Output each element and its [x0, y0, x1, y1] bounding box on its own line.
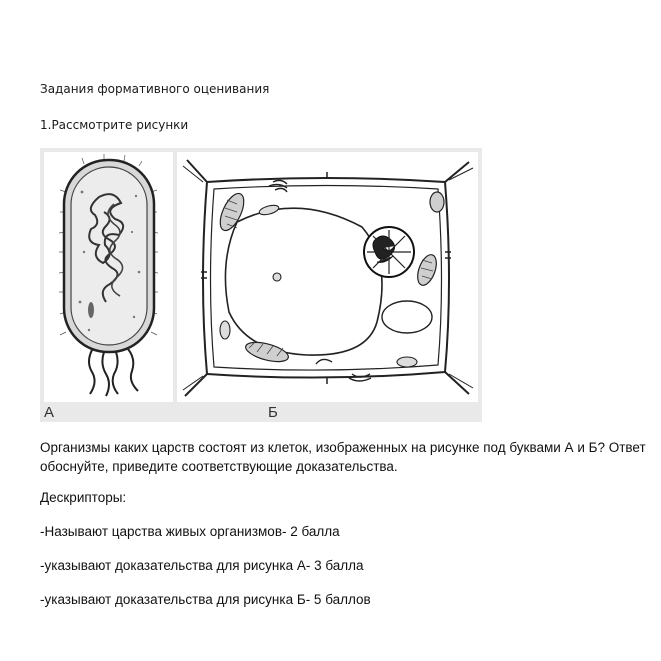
- descriptor-item: -указывают доказательства для рисунка А- 3 балла: [40, 558, 364, 573]
- plant-cell-image: [177, 152, 478, 402]
- question-text: Организмы каких царств состоят из клеток, изображенных на рисунке под буквами А и Б? Ответ обоснуйте, приведите соответствующие доказательства.: [40, 440, 646, 474]
- figure: [40, 148, 482, 422]
- task-title: 1.Рассмотрите рисунки: [40, 118, 189, 132]
- descriptor-item: -Называют царства живых организмов- 2 балла: [40, 524, 340, 539]
- bacterium-image: [44, 152, 173, 402]
- figure-label-a: А: [44, 404, 55, 421]
- descriptor-item: -указывают доказательства для рисунка Б- 5 баллов: [40, 592, 371, 607]
- figure-label-b: Б: [268, 404, 278, 421]
- heading: Задания формативного оценивания: [40, 82, 270, 96]
- descriptors-title: Дескрипторы:: [40, 490, 127, 505]
